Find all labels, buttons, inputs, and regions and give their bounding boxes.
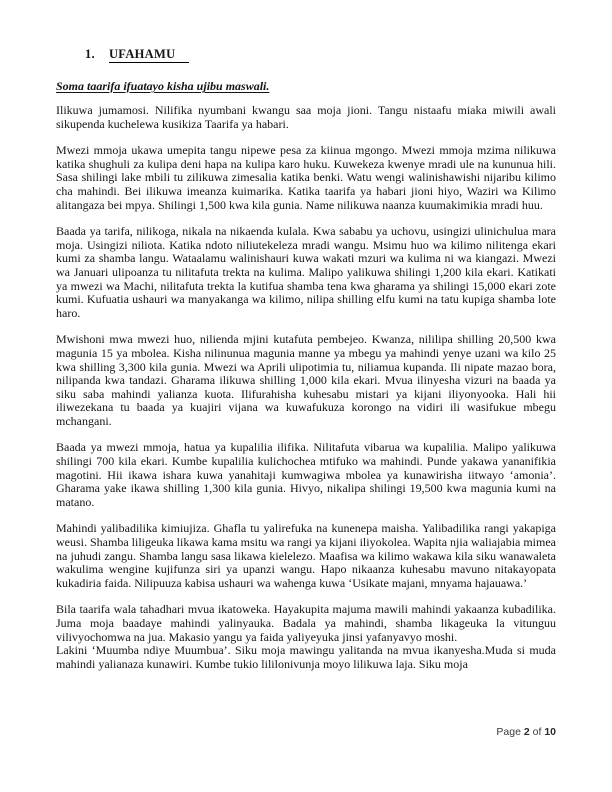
instruction-line: Soma taarifa ifuatayo kisha ujibu maswali.	[56, 79, 270, 93]
passage-paragraph	[56, 441, 556, 509]
heading-title: UFAHAMU	[109, 47, 189, 63]
paragraph-text: Mahindi yalibadilika kimiujiza. Ghafla tu yalirefuka na kunenepa maisha. Yalibadilika rangi yakapiga weusi. Shamba liligeuka likawa kama msitu wa rangi ya kijani iliyokolea. Wapita njia waliajabia mimea na juhudi zangu. Shamba langu sasa likawa kielelezo. Maafisa wa kilimo wakawa kila siku wanawaleta wakulima wengine kujifunza siri ya upanzi wangu. Hapo nikaanza kuhesabu mavuno nitakayopata kukadiria faida. Nilipuuza kabisa ushauri wa wahenga kuwa ‘Usikate majani, mnyama hajauawa.’	[56, 521, 557, 590]
passage-paragraph	[56, 333, 556, 428]
passage-paragraph	[56, 522, 556, 590]
paragraph-text: Mwishoni mwa mwezi huo, nilienda mjini kutafuta pembejeo. Kwanza, nililipa shilling 20,500 kwa magunia 15 ya mbolea. Kisha nilinunua magunia manne ya mbegu ya mahindi yenye uzani wa kilo 25 kwa shilling 3,300 kila gunia. Mwezi wa Aprili ulipotimia tu, niliamua kupanda. Ili nipate mazao bora, nilipanda kwa tandazi. Gharama ilikuwa shilling 1,000 kila ekari. Mvua ilinyesha vizuri na baada ya siku saba mahindi yalianza kuota. Ilifurahisha kuhesabu mistari ya kijani iliyonyooka. Hali hii iliwezekana tu baada ya kuajiri vijana wa kuwafukuza korongo na vidiri ili wasifukue mbegu mchangani.	[56, 332, 556, 428]
footer-of-label: of	[532, 726, 542, 738]
footer-page-label: Page	[496, 726, 521, 738]
section-heading	[85, 47, 556, 62]
paragraph-text: Lakini ‘Muumba ndiye Muumbua’. Siku moja mawingu yalitanda na mvua ikanyesha.Muda si muda mahindi yalianaza kunawiri. Kumbe tukio lililonivunja moyo lilikuwa laja. Siku moja	[56, 643, 556, 671]
footer-total-pages: 10	[544, 726, 556, 738]
paragraph-text: Mwezi mmoja ukawa umepita tangu nipewe pesa za kiinua mgongo. Mwezi mmoja mzima nilikuwa katika shughuli za kulipa deni hapa na kulipa karo huku. Kuwekeza kwenye mradi ule na kununua hili. Sasa shilingi lake mbili tu zilikuwa zimesalia katika benki. Watu wengi walinishawishi nijaribu kilimo cha mahindi. Bei ilikuwa imeanza kuimarika. Katika taarifa ya habari jioni hiyo, Waziri wa Kilimo alitangaza bei mpya. Shilingi 1,500 kwa kila gunia. Name nilikuwa naanza kuumakimikia mradi huu.	[56, 143, 556, 212]
paragraph-text: Baada ya tarifa, nilikoga, nikala na nikaenda kulala. Kwa sababu ya uchovu, usingizi ulinichulua mara moja. Usingizi niliota. Katika ndoto niliutekeleza mradi wangu. Msimu huo wa kilimo nilitenga ekari kumi za shamba langu. Wataalamu walinishauri kuwa wakati mzuri wa kulima ni wa kiangazi. Mwezi wa Januari ulipoanza tu nilitafuta trekta na kulima. Malipo yalikuwa shilingi 1,200 kila ekari. Katikati ya mwezi wa Machi, nilitafuta trekta la kutifua shamba tena kwa gharama ya shilingi 15,000 ekari zote kumi. Kufuatia ushauri wa manyakanga wa kilimo, nilipa shilling elfu kumi na tatu kupiga shamba lote haro.	[56, 224, 556, 320]
paragraph-text: Ilikuwa jumamosi. Nilifika nyumbani kwangu saa moja jioni. Tangu nistaafu miaka miwili awali sikupenda kuchelewa kusikiza Taarifa ya habari.	[56, 103, 556, 131]
footer-current-page: 2	[523, 726, 530, 738]
page-footer	[496, 726, 556, 738]
passage	[56, 104, 556, 671]
passage-paragraph	[56, 603, 556, 671]
heading-number: 1.	[85, 47, 95, 61]
paragraph-text: Baada ya mwezi mmoja, hatua ya kupalilia ilifika. Nilitafuta vibarua wa kupalilia. Malipo yalikuwa shilingi 700 kila ekari. Kumbe kupalilia kulichochea mtifuko wa mahindi. Punde yakawa yananifikia magotini. Hii ikawa ishara kuwa yanahitaji kumwagiwa mbolea ya kunawirisha iitwayo ‘amonia’. Gharama yake ikawa shilling 1,300 kila gunia. Hivyo, nikalipa shilingi 19,500 kwa magunia kumi na matano.	[56, 440, 556, 509]
passage-paragraph	[56, 144, 556, 212]
passage-paragraph	[56, 225, 556, 320]
passage-paragraph	[56, 104, 556, 131]
paragraph-text: Bila taarifa wala tahadhari mvua ikatoweka. Hayakupita majuma mawili mahindi yakaanza kubadilika. Juma moja baadaye mahindi yalinyauka. Badala ya mahindi, shamba likageuka la vitunguu vilivyochomwa na jua. Makasio yangu ya faida yaliyeyuka jinsi yafanyavyo moshi.	[56, 602, 556, 644]
